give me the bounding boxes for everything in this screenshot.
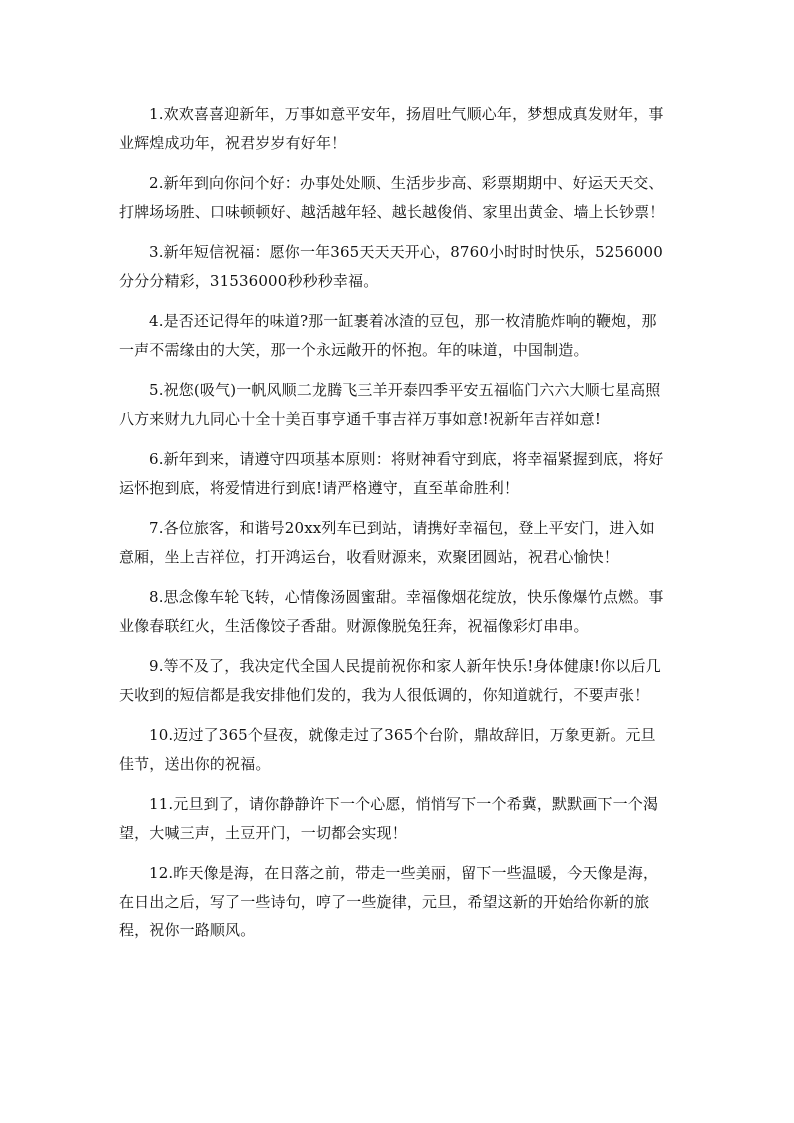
greeting-paragraph-5: 5.祝您(吸气)一帆风顺二龙腾飞三羊开泰四季平安五福临门六六大顺七星高照八方来财九九同心十全十美百事亨通千事吉祥万事如意!祝新年吉祥如意!	[119, 381, 661, 428]
greeting-paragraph-3: 3.新年短信祝福：愿你一年365天天天开心，8760小时时时快乐，5256000分分分精彩，31536000秒秒秒幸福。	[119, 243, 663, 290]
greeting-paragraph-4: 4.是否还记得年的味道?那一缸裹着冰渣的豆包，那一枚清脆炸响的鞭炮，那一声不需缘由的大笑，那一个永远敞开的怀抱。年的味道，中国制造。	[119, 312, 657, 359]
greeting-paragraph-8: 8.思念像车轮飞转，心情像汤圆蜜甜。幸福像烟花绽放，快乐像爆竹点燃。事业像春联红火，生活像饺子香甜。财源像脱兔狂奔，祝福像彩灯串串。	[119, 588, 664, 635]
greeting-paragraph-9: 9.等不及了，我决定代全国人民提前祝你和家人新年快乐!身体健康!你以后几天收到的短信都是我安排他们发的，我为人很低调的，你知道就行，不要声张！	[119, 657, 661, 704]
greeting-paragraph-11: 11.元旦到了，请你静静许下一个心愿，悄悄写下一个希冀，默默画下一个渴望，大喊三声，土豆开门，一切都会实现！	[119, 795, 659, 842]
greeting-paragraph-1: 1.欢欢喜喜迎新年，万事如意平安年，扬眉吐气顺心年，梦想成真发财年，事业辉煌成功年，祝君岁岁有好年！	[119, 105, 664, 152]
document-body	[119, 100, 667, 957]
greeting-paragraph-6: 6.新年到来，请遵守四项基本原则：将财神看守到底，将幸福紧握到底，将好运怀抱到底，将爱情进行到底!请严格遵守，直至革命胜利！	[119, 450, 664, 497]
greeting-paragraph-7: 7.各位旅客，和谐号20xx列车已到站，请携好幸福包，登上平安门，进入如意厢，坐上吉祥位，打开鸿运台，收看财源来，欢聚团圆站，祝君心愉快！	[119, 519, 655, 566]
greeting-paragraph-2: 2.新年到向你问个好：办事处处顺、生活步步高、彩票期期中、好运天天交、打牌场场胜、口味顿顿好、越活越年轻、越长越俊俏、家里出黄金、墙上长钞票！	[119, 174, 665, 221]
greeting-paragraph-12: 12.昨天像是海，在日落之前，带走一些美丽，留下一些温暖，今天像是海，在日出之后，写了一些诗句，哼了一些旋律，元旦，希望这新的开始给你新的旅程，祝你一路顺风。	[119, 864, 659, 939]
greeting-paragraph-10: 10.迈过了365个昼夜，就像走过了365个台阶，鼎故辞旧，万象更新。元旦佳节，送出你的祝福。	[119, 726, 656, 773]
